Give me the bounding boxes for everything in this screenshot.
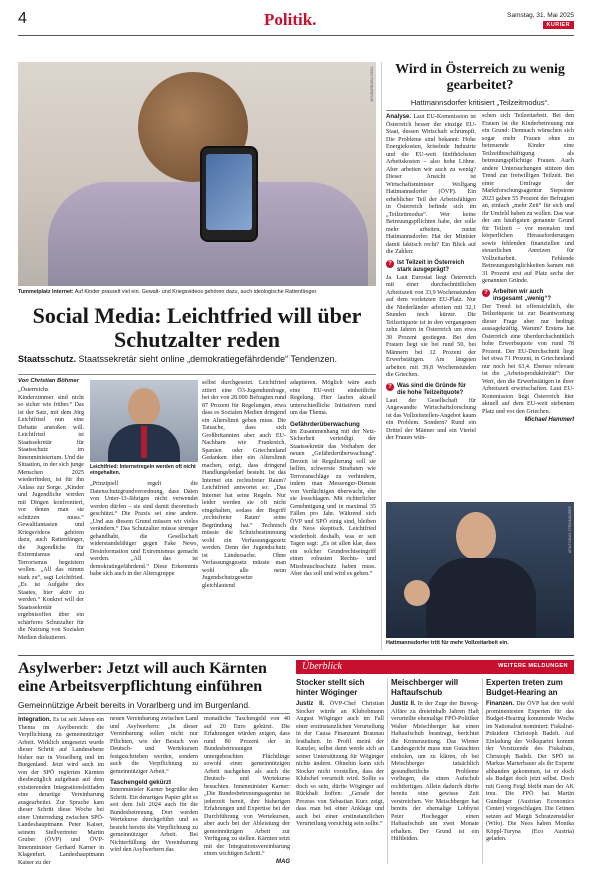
overblick-title: Stocker stellt sich hinter Wöginger (296, 678, 365, 697)
main-divider (18, 374, 376, 375)
overblick-item-2 (391, 678, 479, 844)
main-col4b-text: Im Zusammenhang mit der Netz-Sicherheit verteidigt der Staatssekretär das Vorhaben der neuen „Gefährderüberwachung“. Derzeit ist Regulierung soll sie helfen, schwerste Straftaten wie Terroranschläge zu verhindern, indem man Messenger-Dienste von Verdächtigen überwacht, ehe sie losschlagen. Mit richterlicher Genehmigung und in maximal 35 Fällen pro Jahr. Während sich ÖVP und SPÖ einig sind, bleiben die Neos skeptisch. Leichtfried wiederholt deshalb, was er seit Tagen sagt: „Es ist allen klar, dass ein solcher Grundrechtseingriff einen robusten Rechts- und Missbrauchsschutz haben muss. Aber das soll und wird es geben.“ (290, 428, 376, 577)
side-subtitle: Hattmannsdorfer kritisiert „Teilzeitmodus“. (410, 98, 550, 107)
overblick-text: Die ÖVP hat den wohl prominentesten Experten für das Budget-Hearing kommende Woche im Nationalrat nominiert: Fiskalrat-Präsident Christoph Badelt. Auf Einladung der Volkspartei kommt der Vorsitzende des Fiskalrats, Christoph Badelt. Der SPÖ ist Markus Marterbauer als ihr Experte abhanden gekommen, ist er doch als Budget doch jetzt selbst. Doch mit Georg Feigl bleibt man der AK treu. Die FPÖ hat Martin Gundinger (Austrian Economics Center) vorgeschlagen. Die Grünen setzen auf Margit Schratzenstaller (Wifo). Die Neos haben Monika Köppl-Turyna (Eco Austria) geladen. (486, 701, 574, 842)
bottom-col2 (110, 716, 198, 855)
more-news-label: WEITERE MELDUNGEN (498, 663, 568, 669)
overblick-label: Überblick (302, 661, 342, 672)
bottom-col1 (18, 716, 104, 867)
smartphone-shape (200, 146, 258, 242)
hattmannsdorfer-caption: Hattmannsdorfer tritt für mehr Vollzeitarbeit ein. (386, 640, 509, 646)
section-rule (18, 655, 574, 656)
person-suit-shape (426, 558, 536, 638)
question-text: Arbeiten wir auch insgesamt „wenig“? (493, 288, 552, 302)
side-question-1 (386, 260, 476, 274)
bottom-col2a-text: neuen Vereinbarung zwischen Land und Asylwerbern: „In dieser Vereinbarung sollen nicht nur Pflichten, wie der Besuch von Deutsch- und Wertekursen festgeschrieben werden, sondern auch die Verpflichtung zu gemeinnütziger Arbeit.“ (110, 716, 198, 775)
overblick-item-3 (486, 678, 574, 844)
overblick-divider (387, 678, 388, 864)
main-subtitle (18, 354, 376, 365)
main-headline: Social Media: Leichtfried will über Schutzalter reden (32, 303, 362, 352)
overblick-text: ÖVP-Chef Christian Stocker würde an Klubobmann August Wöginger auch im Fall einer erstinstanzlichen Verurteilung in der Causa Finanzamt Braunau festhalten. In Profil meint der Kanzler, selbst dann werde sich an seiner Unterstützung für Wöginger nichts ändern. Ohnehin kann sich Stocker nicht vorstellen, dass der Klubchef verurteilt wird. Sollte es doch so sein, dürfte Wöginger auf Rückhalt hoffen: „Gerade der Prozess von Sebastian Kurz zeigt, dass man bei einer Anklage und auch bei einer erstinstanzlichen Verurteilung vorsichtig sein sollte.“ (296, 701, 384, 827)
overblick-lead: Finanzen. (486, 700, 515, 707)
top-photo-caption (18, 289, 376, 296)
main-col3 (202, 380, 286, 590)
overblick-divider (482, 678, 483, 864)
overblick-bar (296, 660, 574, 674)
hattmannsdorfer-photo (386, 502, 574, 638)
overblick-lead: Justiz II. (391, 700, 416, 707)
bottom-headline: Asylwerber: Jetzt will auch Kärnten eine Arbeitsverpflichtung einführen (18, 660, 267, 695)
question-icon: ? (386, 383, 394, 391)
side-divider (386, 110, 574, 111)
leichtfried-photo-caption (90, 464, 198, 477)
header-rule (18, 35, 574, 36)
overblick-text: In der Zuge der Buwog-Affäre zu dreieinhalb Jahren Haft verurteilte ehemalige FPÖ-Politiker Walter Meischberger hat einen Haftaufschub beantragt, berichtet die Kronenzeitung. Das Wiener Landesgericht muss nun Gutachten einholen, um zu klären, ob bei Meischberger tatsächlich gesundheitliche Probleme vorliegen, die einen Aufschub rechtfertigen. Allein dadurch dürfte bereits eine gewisse Zeit verstreichen. Vor Meischberger hat bereits der ehemalige Lobbyist Peter Hochegger einen Haftaufschub um zwei Monate erhalten. Der Grund ist ein Hüftleiden. (391, 701, 480, 842)
main-col3-text: selbst durchgesetzt. Leichtfried zitiert eine Ö3-Jugendumfrage, bei der von 28.000 Befragten rund 87 Prozent für Regelungen, etwa dass es Sozialen Medien dringend ein Alterslimit geben muss. Die Tatsache, dass sich Großbritannien aber auch EU-Nachbarn wie Frankreich, Spanien oder Griechenland Gedanken über ein Alterslimit machen, zeigt, dass dringend Handlungsbedarf besteht. Ist das Internet ein rechtsfreier Raum? Leichtfried antwortet so: „Das Internet hat seine Regeln. Nur leider werden sie oft nicht eingehalten, sodass der Begriff ‚rechtsfreier Raum‘ seine Begründung hat.“ Technisch müsste die Schutzbestimmung wohl ein Verfassungsgesetz werden. Denn der Jugendschutz ist Ländersache. Ohne Verfassungsgesetz müsste man wohl alle neun Jugendschutzgesetze gleichlautend (202, 380, 286, 589)
page-header (18, 8, 574, 34)
bottom-byline: MAG (276, 858, 290, 865)
question-icon: ? (386, 260, 394, 268)
question-text: Was sind die Gründe für die hohe Teilzeitquote? (397, 382, 467, 396)
top-photo (18, 62, 376, 286)
person-head-shape (456, 512, 496, 560)
overblick-lead: Justiz II. (296, 700, 325, 707)
bottom-divider (18, 713, 290, 714)
leichtfried-photo (90, 380, 198, 462)
page-number: 4 (18, 10, 27, 27)
issue-date: Samstag, 31. Mai 2025 (507, 12, 574, 19)
bottom-col3 (204, 716, 290, 865)
side-question-2 (386, 383, 476, 397)
main-col4a-text: adaptieren. Möglich wäre auch eine EU-weit einheitliche Regelung. Hier laufen aktuell unterschiedliche Initiativen rund um das Thema. (290, 380, 376, 416)
caption-text: Internetregeln werden oft nicht eingehalten. (90, 464, 196, 477)
brand-logo: KURIER (543, 21, 574, 29)
side-col2-text: schen sich Teilzeitarbeit. Bei den Frauen ist die Kinderbetreuung nur ein Grund: Demnach wünschen sich sogar mehr Frauen ohne zu betreuende Kinder eine Teilzeitbeschäftigung als betreuungspflichtige Frauen. Auch andere Untersuchungen stützen den Trend zur freiwilligen Teilzeit. Bei einer Umfrage der Marktforschungsagentur Stepstone 2023 gaben 55 Prozent der Befragten an, einfach „mehr Zeit“ für sich und ihr Umfeld haben zu wollen. Das war der am häufigsten genannte Grund für Teilzeit – vor mentalen und körperlichen Herausforderungen sowie fehlenden finanziellen und steuerlichen Anreizen für Vollzeitarbeit. Fehlende Betreuungsmöglichkeiten kamen mit 31 Prozent erst auf Platz sechs der genannten Gründe. (482, 113, 574, 284)
overblick-title: Experten treten zum Budget-Hearing an (486, 678, 563, 697)
caption-bold: Tummelplatz Internet: (18, 289, 74, 295)
person-head-shape (128, 388, 160, 426)
raised-hand-shape (404, 580, 430, 606)
main-col1 (18, 378, 84, 642)
bottom-lead: Integration. (18, 716, 52, 723)
main-kicker: Staatsschutz. (18, 354, 77, 364)
bottom-subtitle: Gemeinnützige Arbeit bereits in Vorarlberg und im Burgenland. (18, 700, 251, 710)
side-byline: Michael Hammerl (524, 417, 574, 423)
bottom-col2-heading: Taschengeld gekürzt (110, 779, 172, 786)
bottom-col1-text: Es ist seit Jahren ein Thema im Asylbereich: die Verpflichtung zu gemeinnütziger Arbeit. Wirklich umgesetzt wurde dieser Schritt auf Landesebene bisher nur in Vorarlberg und im Burgenland. Jetzt wird auch im von der SPÖ regierten Kärnten diesbezüglich aufgebaut auf dem existierenden Integrationsleitfaden eine derartige Vereinbarung ausgearbeitet. Zur Sprache kam dieser Schritt diese Woche bei einer Unterredung zwischen SPÖ-Landeshauptmann Peter Kaiser, seinem Stellvertreter Martin Gruber (ÖVP) und ÖVP-Innenminister Gerhard Karner in Klagenfurt. Landeshauptmann Kaiser zu der (18, 717, 104, 866)
main-subtitle-text: Staatssekretär sieht online „demokratiegefährdende“ Tendenzen. (78, 354, 338, 364)
main-col4 (290, 380, 376, 579)
overblick-title: Meischberger will Haftaufschub (391, 678, 459, 697)
side-answer-3: Der Trend ist offensichtlich, die Teilzeitquote ist zur Beantwortung dieser Frage aber nur bedingt aussagekräftig. Warum? Erstens hat Österreich eine überdurchschnittlich hohe Erwerbsquote von rund 78 Prozent. Der EU-Durchschnitt liegt bei etwa 71 Prozent, in Griechenland nur noch bei 63,4. Ebenso relevant ist die „Arbeitsproduktivität“: Der Wert, den die Erwerbstätigen in ihrer Arbeitszeit erwirtschaften. Laut EU-Kommission liegt Österreich hier aktuell auf dem EU-weit siebenten Platz und vor den Griechen. (482, 303, 574, 415)
section-title: Politik. (264, 10, 317, 29)
side-lead: Analyse. (386, 113, 412, 120)
bottom-col3-text: monatliche Taschengeld von 40 auf 20 Euro gekürzt. Die Erfahrungen würden zeigen, dass rund 80 Prozent der in Bundesbetreuungen untergebrachten Flüchtlinge sowohl einer gemeinnützigen Arbeit nachgehen als auch die Deutsch- und Wertekurse besuchten. Innenminister Karner: „Die Bundesbetreuungsagentur ist jederzeit bereit, ihre bisherigen Erfahrungen und Expertise bei der Durchführung von Wertekursen, aber auch bei der Ableistung der gemeinnützigen Arbeit zur Verfügung zu stellen. Kärnten setzt mit der Integrationsvereinbarung einen wichtigen Schritt.“ (204, 716, 290, 857)
side-question-3 (482, 289, 574, 303)
side-col1 (386, 113, 476, 443)
main-col2 (90, 481, 198, 579)
person-tie-shape (141, 426, 147, 458)
question-text: Ist Teilzeit in Österreich stark ausgeprägt? (397, 259, 465, 273)
side-col2 (482, 113, 574, 423)
question-icon: ? (482, 289, 490, 297)
photo-credit: APA/TOBIAS STEINMAURER (568, 506, 572, 553)
main-byline: Von Christian Böhmer (18, 378, 79, 384)
side-answer-1: Ja. Laut Eurostat liegt Österreich mit einer durchschnittlichen Arbeitszeit von 33,9 Wochenstunden auf dem vorletzten EU-Platz. Nur die Niederländer arbeiten mit 32,1 Stunden noch kürzer. Die Teilzeitquote ist in den vergangenen zehn Jahren in Österreich um etwa 30 Prozent gestiegen. Bei den Frauen liegt sie bei rund 50, bei Männern bei 12 Prozent der Erwerbstätigen. Am längsten arbeiten mit 39,8 Wochenstunden die Griechen. (386, 274, 476, 378)
overblick-item-1 (296, 678, 384, 829)
caption-bold: Leichtfried: (90, 464, 119, 470)
side-column-rule (381, 62, 382, 650)
bottom-col2b-text: Innenminister Karner begrüßte den Schritt. Ein derartiges Papier gibt es seit dem Juli 2024 auch für die Bundesbetreuung. Dort werden Wertekurse durchgeführt und es besteht bereits die Verpflichtung zu gemeinnütziger Arbeit. Bei Nichterfüllung der Vereinbarung wird den Asylwerbern das (110, 787, 198, 853)
main-col4-heading: Gefährderüberwachung (290, 420, 360, 428)
photo-credit: APA/BARBARA GINDL (370, 66, 374, 102)
side-answer-2: Laut der Gesellschaft für Angewandte Wirtschaftsforschung ist das Vollzeitstellen-Angebot kaum ein Problem. Sondern? Rund ein Drittel der Männer und ein Viertel der Frauen wün- (386, 397, 476, 441)
main-col1-text: „Österreichs Kinderzimmer sind nicht so sicher wie früher.“ Das ist der Satz, mit dem Jörg Leichtfried nun eine Debatte anstoßen will. Leichtfried ist Staatssekretär für Staatsschutz im Innenministerium. Und die Situation, in der sich junge Menschen 2025 wiederfinden, ist für ihn Anlass zur Sorge. „Kinder und Jugendliche werden mit Dingen konfrontiert, vor denen man sie schützen muss.“ Gewaltfantasien und Kriegsvideos gehören dazu, auch Rattenfänger, die Jugendliche für Extremismus und Terrorismus begeistern wollen. „All das nimmt stark zu“, sagt Leichtfried. „Es ist Aufgabe des Staates, hier aktiv zu werden.“ Konkret will der Staatssekretär ergebnisoffen über ein schärferes Schutzalter für die Nutzung von Sozialen Medien diskutieren. (18, 387, 84, 641)
side-headline: Wird in Österreich zu wenig gearbeitet? (395, 62, 565, 93)
caption-text: Auf Kinder prasselt viel ein. Gewalt- und Kriegsvideos gehören dazu, auch ideologische Rattenfänger. (73, 289, 318, 295)
main-col2-text: „Prinzipiell regelt die Datenschutzgrundverordnung, dass Daten von Unter-13-Jährigen nicht verwendet werden dürfen – sie sind damit theoretisch geschützt.“ Die Praxis sei eine andere. „Und aus diesem Grund müssen wir vieles verändern.“ Das Schutzalter müsse strenger gehandhabt, die Gesellschaft widerstandsfähiger gegen Fake News, Desinformation und Extremismus gemacht werden. „All das ist demokratiegefährdend.“ Diese Erkenntnis habe sich auch in der Altersgruppe (90, 481, 198, 577)
side-col1-text: Laut EU-Kommission ist Österreich besser der einzige EU-Staat, dessen Wirtschaft schrumpft. Die Probleme sind bekannt: Hohe Energiekosten, kriselnde Industrie und die EU-weit fünfthöchsten Arbeitskosten – also hohe Löhne. Aber arbeiten wir auch zu wenig? Dieser Ansicht ist Wirtschaftsminister Wolfgang Hattmannsdorfer (ÖVP). Ein erheblicher Teil der Arbeitsfähigen in Österreich befinde sich im „Teilzeitmodus“. Wer keine Betreuungspflichten habe, der solle mehr arbeiten, meint Hattmannsdorfer. Hat der Minister damit faktisch recht? Ein Blick auf die Zahlen: (386, 114, 476, 255)
